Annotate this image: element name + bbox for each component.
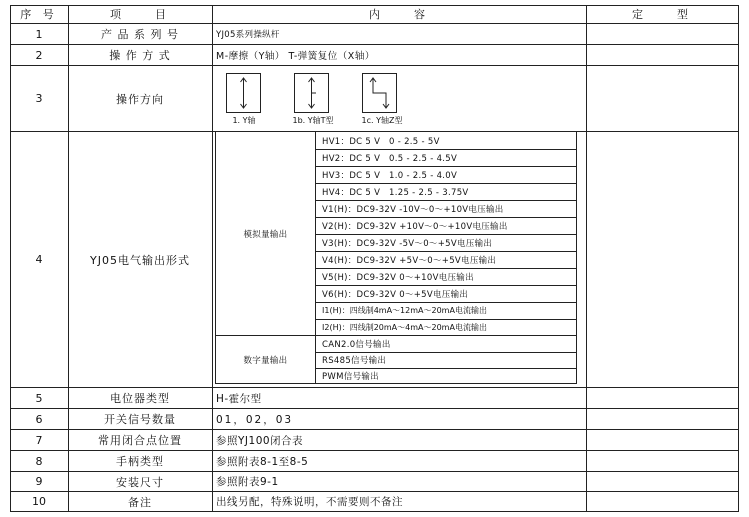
- grid-line: [738, 5, 739, 512]
- analog-output-item: V4(H)：DC9-32V +5V～0～+5V电压输出: [322, 255, 497, 266]
- row-content: 参照YJ100闭合表: [216, 434, 304, 447]
- row-item: 开关信号数量: [104, 413, 176, 426]
- analog-output-item: HV3：DC 5 V 1.0 - 2.5 - 4.0V: [322, 170, 458, 181]
- digital-output-item: RS485信号输出: [322, 356, 387, 366]
- output-table: [215, 132, 577, 384]
- digital-output-item: CAN2.0信号输出: [322, 340, 391, 350]
- y-axis-z-type-icon: [362, 73, 397, 113]
- analog-output-item: V5(H)：DC9-32V 0～+10V电压输出: [322, 272, 474, 283]
- analog-output-item: HV4：DC 5 V 1.25 - 2.5 - 3.75V: [322, 187, 469, 198]
- digital-output-label: 数字量输出: [243, 355, 288, 366]
- row-item: 备注: [128, 495, 152, 509]
- row-content: 参照附表9-1: [216, 476, 279, 488]
- row-content: 01，02，03: [216, 413, 294, 426]
- spec-table: [10, 5, 739, 512]
- row-content: H-霍尔型: [216, 392, 262, 405]
- row-content: 出线另配，特殊说明，不需要则不备注: [216, 496, 403, 508]
- row-index: 3: [35, 92, 43, 105]
- analog-output-item: V2(H)：DC9-32V +10V～0～+10V电压输出: [322, 221, 508, 232]
- grid-line: [215, 383, 577, 384]
- grid-line: [315, 132, 316, 384]
- row-index: 1: [35, 27, 43, 41]
- grid-line: [576, 132, 577, 384]
- row-index: 4: [35, 253, 43, 266]
- header-item: 项 目: [110, 8, 170, 21]
- row-item: 产 品 系 列 号: [101, 28, 179, 41]
- direction-label: 1b. Y轴T型: [292, 115, 334, 125]
- row-index: 5: [35, 391, 43, 405]
- analog-output-item: HV1：DC 5 V 0 - 2.5 - 5V: [322, 136, 440, 147]
- header-content: 内 容: [369, 8, 429, 21]
- digital-output-item: PWM信号输出: [322, 371, 379, 382]
- row-item: 电位器类型: [110, 392, 170, 405]
- row-index: 7: [35, 433, 43, 447]
- direction-label: 1. Y轴: [232, 115, 256, 125]
- y-axis-t-type-icon: [294, 73, 329, 113]
- y-axis-icon: [226, 73, 261, 113]
- row-item: 操作方向: [116, 92, 164, 106]
- row-item: 手柄类型: [116, 455, 164, 468]
- header-type: 定 型: [632, 8, 692, 21]
- grid-line: [10, 511, 739, 512]
- row-item: 安装尺寸: [116, 475, 164, 489]
- row-index: 9: [35, 475, 43, 488]
- analog-output-item: V6(H)：DC9-32V 0～+5V电压输出: [322, 289, 469, 300]
- analog-output-label: 模拟量输出: [243, 229, 288, 240]
- analog-output-item: V1(H)：DC9-32V -10V～0～+10V电压输出: [322, 204, 504, 215]
- grid-line: [586, 5, 587, 512]
- row-content: M-摩擦（Y轴） T-弹簧复位（X轴）: [216, 51, 375, 62]
- row-item: 操 作 方 式: [109, 49, 171, 62]
- row-item: YJ05电气输出形式: [90, 253, 190, 267]
- row-item: 常用闭合点位置: [98, 434, 182, 447]
- analog-output-item: I1(H)：四线制4mA～12mA～20mA电流输出: [322, 306, 487, 315]
- analog-output-item: HV2：DC 5 V 0.5 - 2.5 - 4.5V: [322, 153, 458, 164]
- analog-output-item: I2(H)：四线制20mA～4mA～20mA电流输出: [322, 322, 487, 332]
- analog-output-item: V3(H)：DC9-32V -5V～0～+5V电压输出: [322, 238, 493, 249]
- direction-label: 1c. Y轴Z型: [361, 115, 403, 125]
- row-index: 10: [32, 495, 46, 508]
- row-content: 参照附表8-1至8-5: [216, 455, 309, 468]
- row-index: 6: [35, 412, 43, 426]
- row-content: YJ05系列操纵杆: [216, 30, 280, 40]
- row-index: 2: [35, 48, 43, 62]
- header-index: 序 号: [20, 8, 58, 21]
- row-index: 8: [35, 454, 43, 468]
